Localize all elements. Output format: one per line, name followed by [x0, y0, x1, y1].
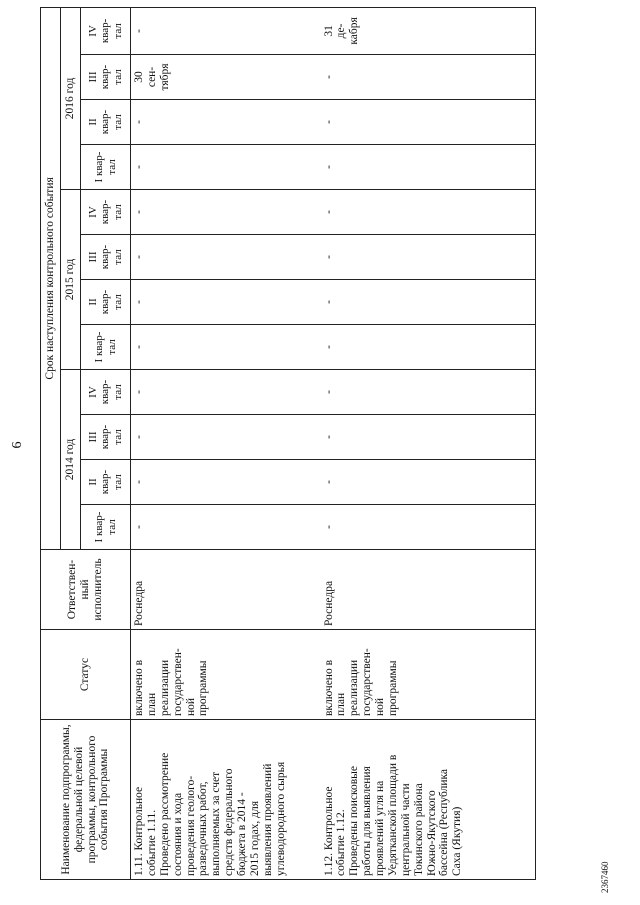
header-quarter: II квар- тал: [81, 460, 131, 505]
header-year-2015: 2015 год: [61, 190, 81, 370]
quarter-value: -: [321, 325, 536, 370]
quarter-value: -: [321, 460, 536, 505]
header-quarter: I квар- тал: [81, 325, 131, 370]
header-name: Наименование подпрограммы, федеральной целевой программы, контрольного события Программы: [41, 720, 131, 880]
table-row: [321, 7, 536, 879]
table-row: [131, 7, 321, 879]
page-number: 6: [10, 441, 25, 449]
event-responsible: Роснедра: [321, 550, 536, 630]
quarter-value: -: [321, 235, 536, 280]
header-responsible: Ответствен- ный исполнитель: [41, 550, 131, 630]
header-quarter: IV квар- тал: [81, 7, 131, 54]
quarter-value: -: [321, 100, 536, 145]
header-year-2014: 2014 год: [61, 370, 81, 550]
quarter-value: -: [131, 7, 321, 54]
quarter-value: -: [321, 280, 536, 325]
header-quarter: IV квар- тал: [81, 190, 131, 235]
quarter-value: -: [131, 280, 321, 325]
quarter-value: -: [131, 190, 321, 235]
header-quarter: III квар- тал: [81, 415, 131, 460]
header-quarter: III квар- тал: [81, 235, 131, 280]
quarter-value: -: [321, 145, 536, 190]
event-name: 1.12. Контрольное событие 1.12. Проведены поисковые работы для выявления проявлений угля на Уедятканской площади в центральной части Токинского района Южно-Якутского бассейна (Республика Саха (Якутия): [321, 720, 536, 880]
header-quarter: IV квар- тал: [81, 370, 131, 415]
quarter-value: 31 де- кабря: [321, 7, 536, 54]
event-status: включено в план реализации государствен- ной программы: [321, 630, 536, 720]
quarter-value: -: [131, 235, 321, 280]
quarter-value: -: [131, 100, 321, 145]
quarter-value: -: [321, 190, 536, 235]
header-deadline: Срок наступления контрольного события: [41, 7, 61, 549]
header-quarter: II квар- тал: [81, 280, 131, 325]
header-quarter: III квар- тал: [81, 55, 131, 100]
quarter-value: -: [131, 370, 321, 415]
header-quarter: I квар- тал: [81, 505, 131, 550]
quarter-value: -: [321, 55, 536, 100]
quarter-value: -: [131, 145, 321, 190]
header-status: Статус: [41, 630, 131, 720]
event-responsible: Роснедра: [131, 550, 321, 630]
quarter-value: -: [131, 415, 321, 460]
control-events-table: [40, 7, 536, 880]
event-name: 1.11. Контрольное событие 1.11. Проведено рассмотрение состояния и хода проведения геолого- разведочных работ, выполняемых за счет средств федерального бюджета в 2014 - 2015 годах, для выявления проявлений углеводородного сырья: [131, 720, 321, 880]
document-id: 2367460: [600, 861, 610, 893]
quarter-value: 30 сен- тября: [131, 55, 321, 100]
quarter-value: -: [321, 415, 536, 460]
quarter-value: -: [131, 460, 321, 505]
header-quarter: I квар- тал: [81, 145, 131, 190]
quarter-value: -: [321, 370, 536, 415]
event-status: включено в план реализации государствен- ной программы: [131, 630, 321, 720]
header-year-2016: 2016 год: [61, 7, 81, 189]
quarter-value: -: [131, 325, 321, 370]
quarter-value: -: [321, 505, 536, 550]
header-quarter: II квар- тал: [81, 100, 131, 145]
quarter-value: -: [131, 505, 321, 550]
